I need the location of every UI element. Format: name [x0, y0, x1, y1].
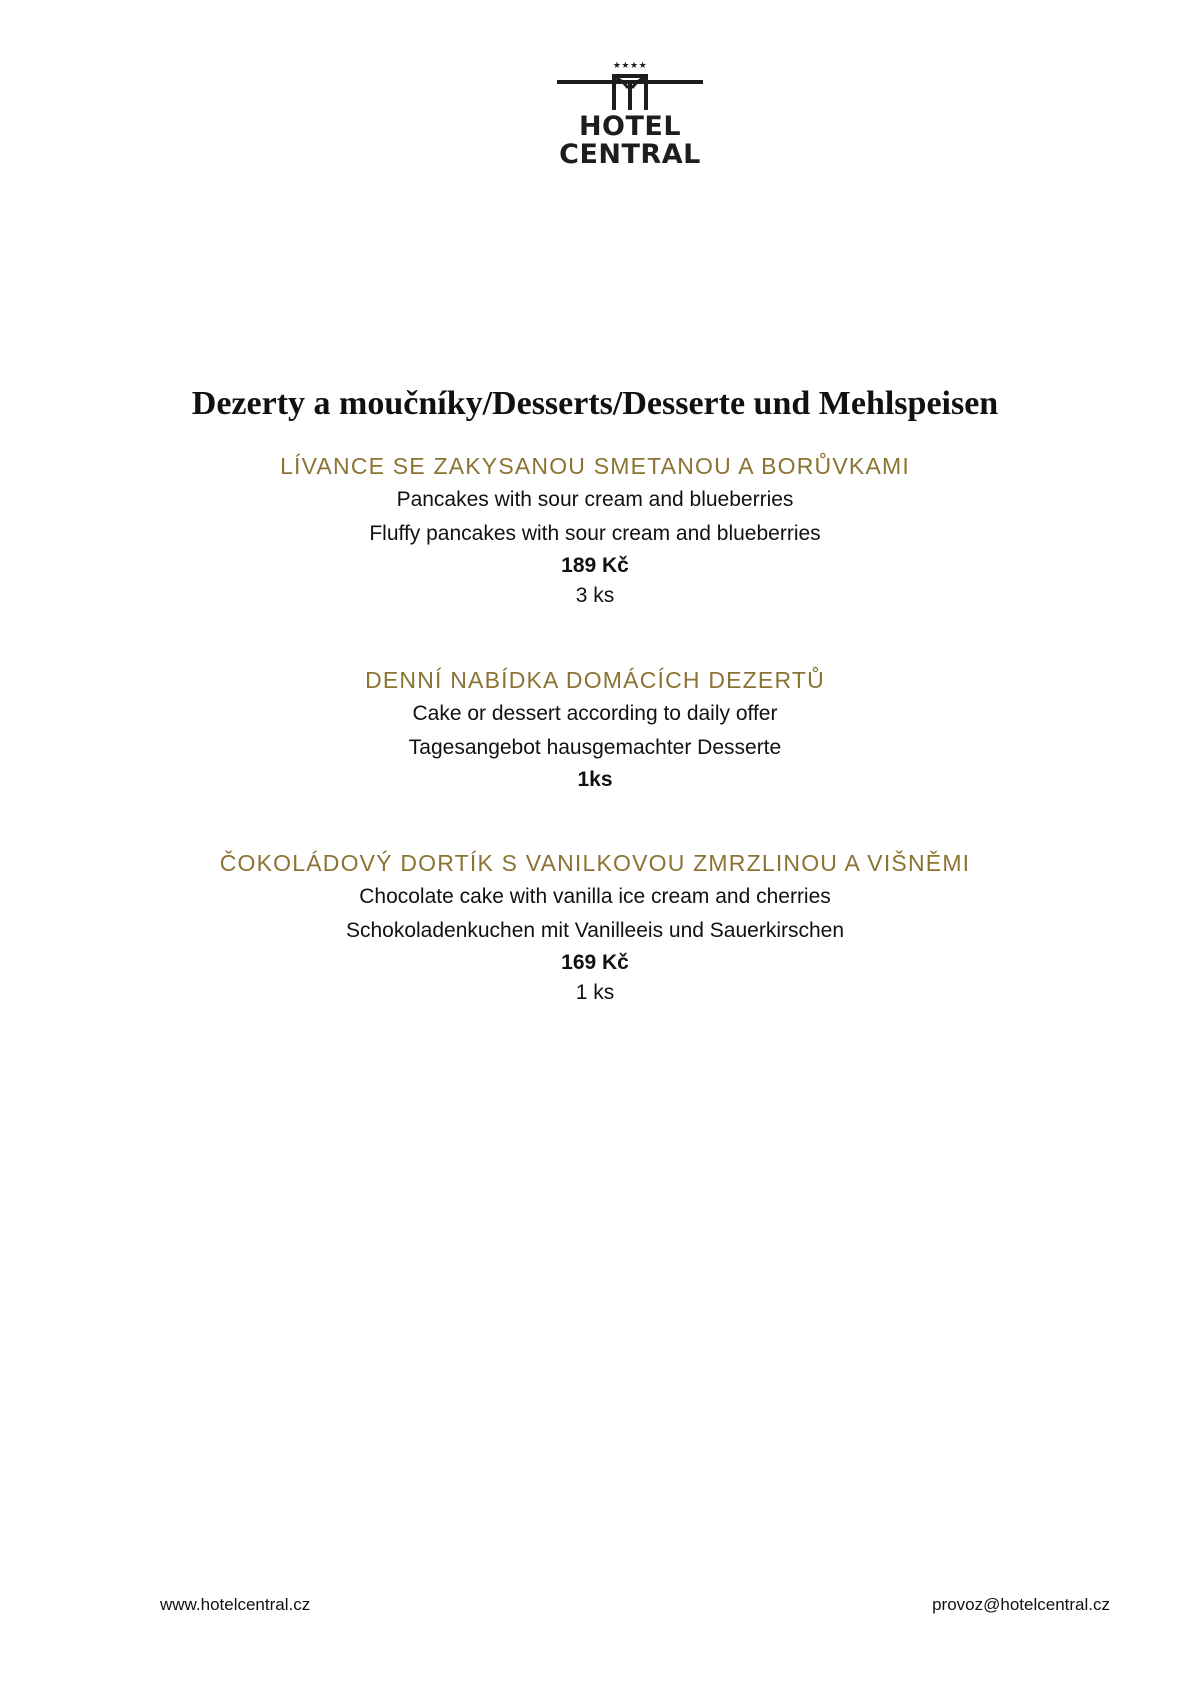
menu-item-quantity: 1 ks [575, 981, 615, 1004]
menu-item-description-de: Schokoladenkuchen mit Vanilleeis und Sauerkirschen [345, 919, 845, 942]
menu-item-description-de: Tagesangebot hausgemachter Desserte [408, 736, 782, 759]
menu-item-price: 169 Kč [561, 951, 629, 974]
menu-item [0, 846, 1190, 1008]
menu-item-name: LÍVANCE SE ZAKYSANOU SMETANOU A BORŮVKAMI [280, 453, 910, 479]
menu-item-quantity: 1ks [577, 768, 613, 791]
footer-email[interactable]: provoz@hotelcentral.cz [932, 1595, 1110, 1614]
menu-item [0, 449, 1190, 611]
logo-text-central: CENTRAL [559, 139, 701, 170]
hotel-logo [555, 58, 705, 168]
footer-website[interactable]: www.hotelcentral.cz [160, 1595, 311, 1614]
hotel-central-logo-icon [555, 58, 705, 113]
menu-item-price: 189 Kč [561, 554, 629, 577]
menu-item-name: DENNÍ NABÍDKA DOMÁCÍCH DEZERTŮ [365, 667, 825, 693]
logo-stars: ★★★★ [612, 61, 648, 71]
menu-item-quantity: 3 ks [575, 584, 615, 607]
menu-item-description-alt: Fluffy pancakes with sour cream and blueberries [369, 522, 821, 545]
logo-text-hotel: HOTEL [578, 111, 682, 142]
menu-item-description-en: Chocolate cake with vanilla ice cream and cherries [359, 885, 831, 908]
page-title: Dezerty a moučníky/Desserts/Desserte und Mehlspeisen [191, 385, 999, 422]
menu-item-name: ČOKOLÁDOVÝ DORTÍK S VANILKOVOU ZMRZLINOU A VIŠNĚMI [219, 850, 971, 876]
menu-item-description-en: Pancakes with sour cream and blueberries [396, 488, 794, 511]
menu-item-description-en: Cake or dessert according to daily offer [412, 702, 778, 725]
menu-item [0, 663, 1190, 795]
